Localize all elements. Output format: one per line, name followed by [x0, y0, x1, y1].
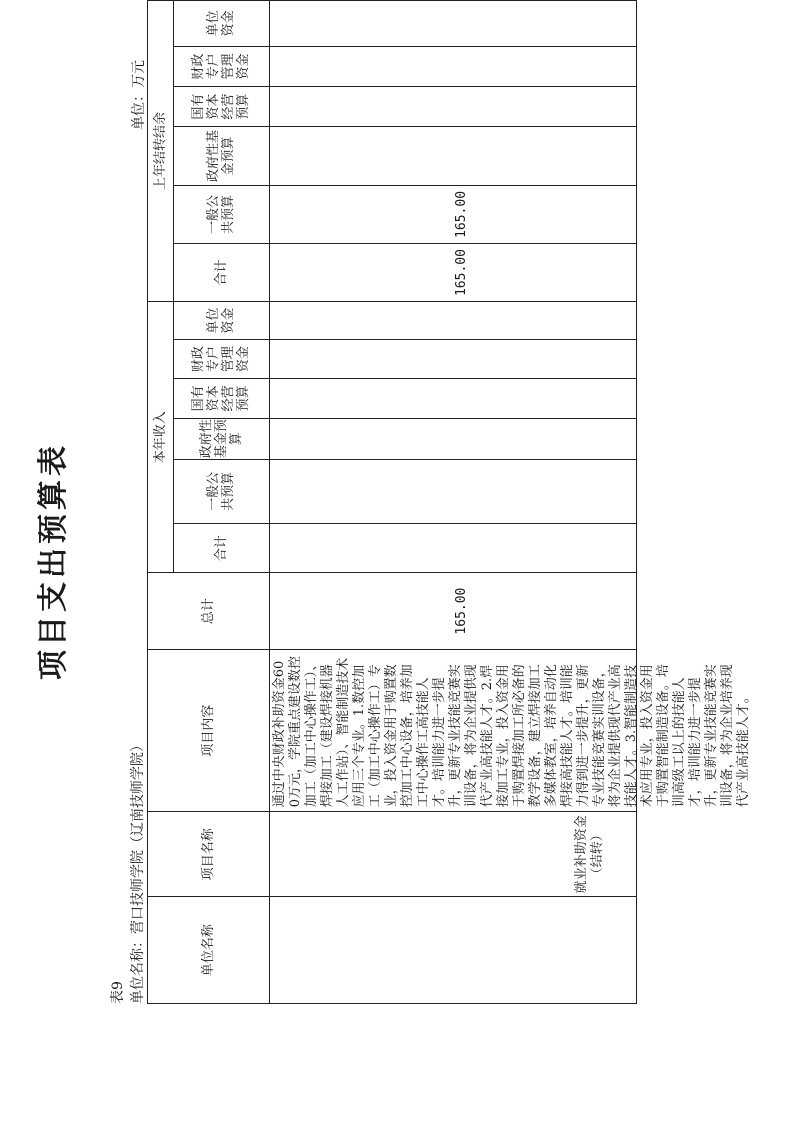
header-current-unit-funds: 单位资金 — [206, 307, 236, 334]
cell-current-fiscal-special — [270, 340, 637, 379]
budget-table — [147, 0, 751, 1004]
table-number: 表9 — [110, 981, 126, 1004]
cell-prior-gov-fund — [270, 127, 637, 186]
header-project-name: 项目名称 — [148, 812, 270, 897]
header-project-content: 项目内容 — [148, 649, 270, 811]
header-current-gov-fund: 政府性基金预算 — [198, 419, 244, 459]
header-current-fiscal-special: 财政专户管理资金 — [191, 346, 251, 373]
header-current-general-budget: 一般公共预算 — [206, 471, 236, 511]
header-prior-unit-funds: 单位资金 — [206, 10, 236, 37]
header-current-income: 本年收入 — [148, 302, 174, 573]
cell-prior-state-capital — [270, 87, 637, 127]
header-prior-general-budget: 一般公共预算 — [206, 194, 236, 234]
cell-current-subtotal — [270, 523, 637, 572]
header-current-state-capital: 国有资本经营预算 — [191, 385, 251, 412]
cell-current-state-capital — [270, 379, 637, 419]
header-prior-gov-fund: 政府性基金预算 — [206, 129, 236, 182]
cell-current-unit-funds — [270, 302, 637, 340]
cell-prior-unit-funds — [270, 1, 637, 47]
unit-amount-label: 单位：万元 — [131, 60, 147, 130]
unit-name-label: 单位名称：营口技师学院（辽南技师学院） — [130, 738, 146, 1004]
cell-unit-name — [270, 897, 637, 1004]
header-total: 总计 — [148, 573, 270, 650]
header-prior-fiscal-special: 财政专户管理资金 — [191, 53, 251, 80]
header-prior-subtotal: 合计 — [174, 244, 270, 302]
header-prior-carryover: 上年结转结余 — [148, 1, 174, 302]
cell-project-name: 就业补助资金（结转） — [270, 812, 637, 897]
cell-prior-fiscal-special — [270, 46, 637, 87]
cell-total: 165.00 — [270, 573, 637, 650]
cell-prior-subtotal: 165.00 — [270, 244, 637, 302]
cell-current-gov-fund — [270, 418, 637, 459]
header-prior-state-capital: 国有资本经营预算 — [191, 93, 251, 120]
table-row — [270, 1, 637, 1004]
cell-current-general — [270, 459, 637, 523]
header-unit-name: 单位名称 — [148, 897, 270, 1004]
cell-project-content: 通过中央财政补助资金600万元，学院重点建设数控加工（加工中心操作工）、焊接加工（建设焊接机器人工作站）、智能制造技术应用三个专业。1.数控加工（加工中心操作工）专业，投入资金用于购置数控加工中心设备，培养加工中心操作工高技能人才。培训能力进一步提升，更新专业技能竞赛实训设备，将为企业提供现代产业高技能人才。2.焊接加工专业，投入资金用于购置焊接加工所必备的教学设备，建立焊接加工多媒体教室，培养自动化焊接高技能人才。培训能力得到进一步提升，更新专业技能竞赛实训设备，将为企业提供现代产业高技能人才。3.智能制造技术应用专业，投入资金用于购置智能制造设备。培训高级工以上的技能人才，培训能力进一步提升，更新专业技能竞赛实训设备，将为企业培养现代产业高技能人才。 — [272, 655, 751, 808]
cell-prior-general: 165.00 — [270, 185, 637, 243]
page-title: 项目支出预算表 — [36, 442, 71, 680]
header-current-subtotal: 合计 — [174, 523, 270, 572]
